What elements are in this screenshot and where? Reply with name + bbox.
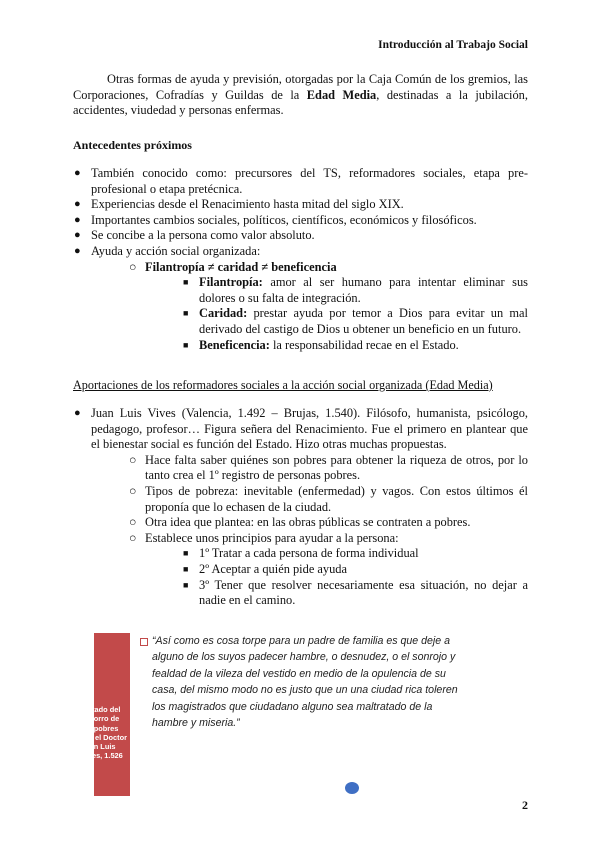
square-bullet-icon: ■: [183, 563, 189, 574]
running-header: Introducción al Trabajo Social: [378, 39, 528, 51]
list-subitem: ○ Tipos de pobreza: inevitable (enfermedad) y vagos. Con estos últimos él proponía que lo echasen de la ciudad.: [129, 483, 528, 514]
section-heading-antecedentes: Antecedentes próximos: [73, 138, 192, 152]
intro-text-after: , destinadas a la jubilación, accidentes, viudedad y personas enfermas.: [73, 87, 528, 118]
list-item: ● Importantes cambios sociales, políticos, científicos, económicos y filosóficos.: [74, 212, 477, 227]
disc-bullet-icon: ●: [74, 167, 81, 179]
disc-bullet-icon: ●: [74, 229, 81, 242]
list-item: ● Experiencias desde el Renacimiento hasta mitad del siglo XIX.: [74, 197, 404, 212]
disc-bullet-icon: ●: [74, 244, 81, 257]
list-item: ● Se concibe a la persona como valor absoluto.: [74, 228, 315, 243]
list-item: ● También conocido como: precursores del TS, reformadores sociales, etapa pre-profesional o etapa pretécnica.: [74, 166, 528, 196]
list-subitem: ○ Filantropía ≠ caridad ≠ beneficencia: [129, 259, 337, 274]
slide-caption: Tratado del socorro de los pobres por el Doctor Juan Luis Vives, 1.526: [81, 705, 127, 761]
square-bullet-icon: ■: [183, 277, 189, 288]
list-subitem: ○ Hace falta saber quiénes son pobres para obtener la riqueza de otros, por lo tanto crea el 1º registro de personas pobres.: [129, 452, 528, 483]
circle-bullet-icon: ○: [129, 515, 137, 530]
section-heading-aportaciones: Aportaciones de los reformadores sociales a la acción social organizada (Edad Media): [73, 378, 493, 392]
definition-item: ■ Filantropía: amor al ser humano para intentar eliminar sus dolores o su falta de integración.: [183, 275, 528, 305]
disc-bullet-icon: ●: [74, 407, 81, 419]
principle-item: ■ 2º Aceptar a quién pide ayuda: [183, 561, 347, 576]
antecedentes-list: [73, 166, 528, 353]
blue-dot-icon: [345, 782, 359, 794]
principle-item: ■ 3º Tener que resolver necesariamente esa situación, no dejar a nadie en el camino.: [183, 577, 528, 608]
square-bullet-icon: ■: [183, 308, 189, 319]
hollow-square-bullet-icon: [140, 638, 148, 646]
circle-bullet-icon: ○: [129, 530, 137, 545]
disc-bullet-icon: ●: [74, 213, 81, 226]
list-subitem: ○ Establece unos principios para ayudar a la persona:: [129, 530, 399, 545]
definition-item: ■ Beneficencia: la responsabilidad recae en el Estado.: [183, 337, 459, 352]
page-number: 2: [522, 798, 528, 812]
intro-paragraph: [73, 72, 528, 119]
vives-quote: “Así como es cosa torpe para un padre de familia es que deje a alguno de los suyos padecer hambre, o desnudez, o el sonrojo y fealdad de la vileza del vestido en medio de la opulencia de su casa, del mismo modo no es justo que un una ciudad rica toleren los magistrados que ciudadano alguno sea maltratado de la hambre y miseria.”: [152, 635, 458, 730]
square-bullet-icon: ■: [183, 548, 189, 559]
quote-slide-image: [81, 633, 469, 798]
disc-bullet-icon: ●: [74, 198, 81, 211]
circle-bullet-icon: ○: [129, 452, 137, 467]
definition-item: ■ Caridad: prestar ayuda por temor a Dios para evitar un mal derivado del castigo de Dios u obtener un beneficio en un futuro.: [183, 306, 528, 336]
circle-bullet-icon: ○: [129, 483, 137, 498]
list-item: ● Juan Luis Vives (Valencia, 1.492 – Brujas, 1.540). Filósofo, humanista, psicólogo, pedagogo, profesor… Figura señera del Renacimiento. Fue el primero en plantear que el bienestar social es función del Estado. Hizo otras muchas propuestas.: [74, 406, 528, 452]
principle-item: ■ 1º Tratar a cada persona de forma individual: [183, 546, 419, 561]
circle-bullet-icon: ○: [129, 259, 137, 274]
aportaciones-list: [73, 406, 528, 609]
list-item: ● Ayuda y acción social organizada:: [74, 243, 261, 258]
list-subitem: ○ Otra idea que plantea: en las obras públicas se contraten a pobres.: [129, 515, 471, 530]
intro-bold: Edad Media: [306, 87, 377, 102]
intro-text-before: Otras formas de ayuda y previsión, otorgadas por la Caja Común de los gremios, las Corporaciones, Cofradías y Guildas de la: [73, 72, 528, 102]
square-bullet-icon: ■: [183, 579, 189, 590]
square-bullet-icon: ■: [183, 339, 189, 350]
